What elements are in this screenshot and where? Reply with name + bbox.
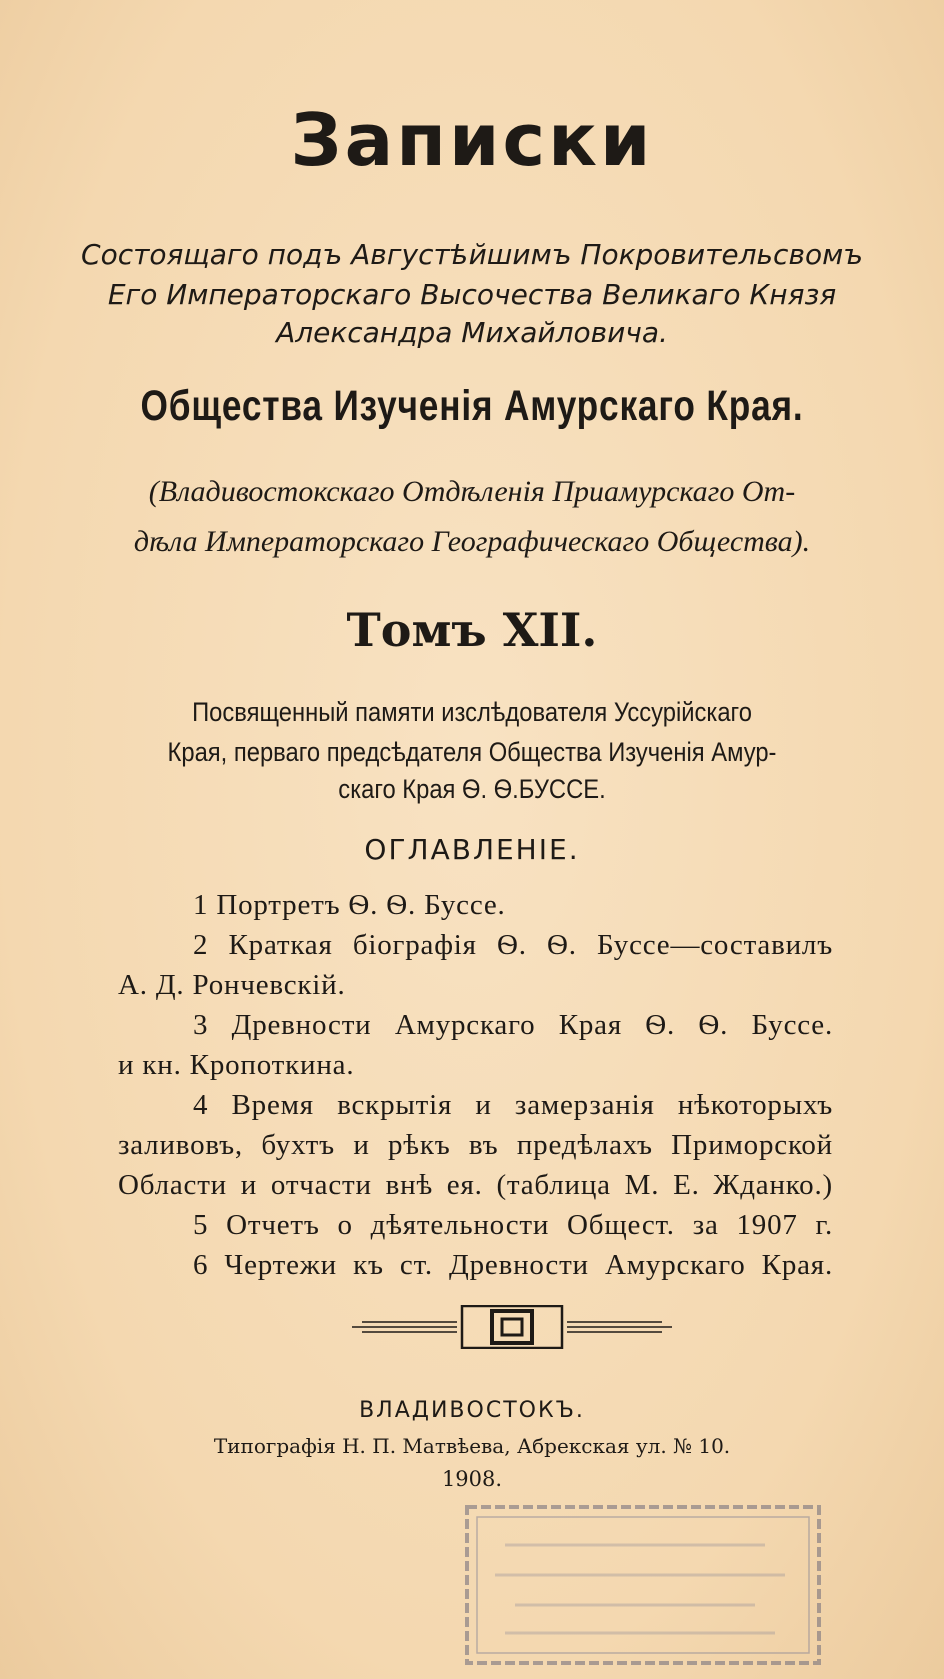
toc-line: 4 Время вскрытія и замерзанія нѣкоторыхъ [193,1089,833,1121]
society-name: Общества Изученія Амурскаго Края. [140,382,804,430]
toc-line: 2 Краткая біографія Ѳ. Ѳ. Буссе—составилъ [193,929,833,961]
dedication-line-2: Края, перваго предсѣдателя Общества Изученія Амур- [167,737,777,767]
toc-line: Области и отчасти внѣ ея. (таблица М. Е. Жданко.) [118,1169,833,1201]
table-of-contents [118,885,833,1285]
year: 1908. [441,1467,503,1491]
toc-line: заливовъ, бухтъ и рѣкъ въ предѣлахъ Приморской [118,1129,833,1161]
toc-line: 1 Портретъ Ѳ. Ѳ. Буссе. [193,889,506,921]
toc-line: 6 Чертежи къ ст. Древности Амурскаго Края. [193,1249,833,1281]
city: ВЛАДИВОСТОКЪ. [359,1398,585,1423]
publication-title: Записки [290,98,654,182]
toc-line: А. Д. Рончевскій. [118,969,346,1001]
dedication-line-3: скаго Края Ѳ. Ѳ.БУССЕ. [338,774,606,804]
patron-line-3: Александра Михайловича. [276,316,668,349]
toc-line: 5 Отчетъ о дѣятельности Общест. за 1907 г. [193,1209,833,1241]
dedication-line-1: Посвященный памяти изслѣдователя Уссурійскаго [192,697,752,727]
patron-line-2: Его Императорскаго Высочества Великаго Князя [107,278,837,311]
toc-line: и кн. Кропоткина. [118,1049,355,1081]
patron-line-1: Состоящаго подъ Августѣйшимъ Покровительсвомъ [81,238,863,271]
toc-line: 3 Древности Амурскаго Края Ѳ. Ѳ. Буссе. [193,1009,833,1041]
library-stamp-icon [465,1505,821,1665]
printer: Типографія Н. П. Матвѣева, Абрекская ул. № 10. [213,1434,731,1458]
branch-line-2: дѣла Императорскаго Географическаго Общества). [133,525,811,558]
branch-line-1: (Владивостокскаго Отдѣленія Приамурскаго От- [148,475,796,508]
volume-number: Томъ XII. [346,603,598,657]
ornament-divider-icon [352,1305,672,1349]
toc-heading: ОГЛАВЛЕНІЕ. [364,833,580,866]
